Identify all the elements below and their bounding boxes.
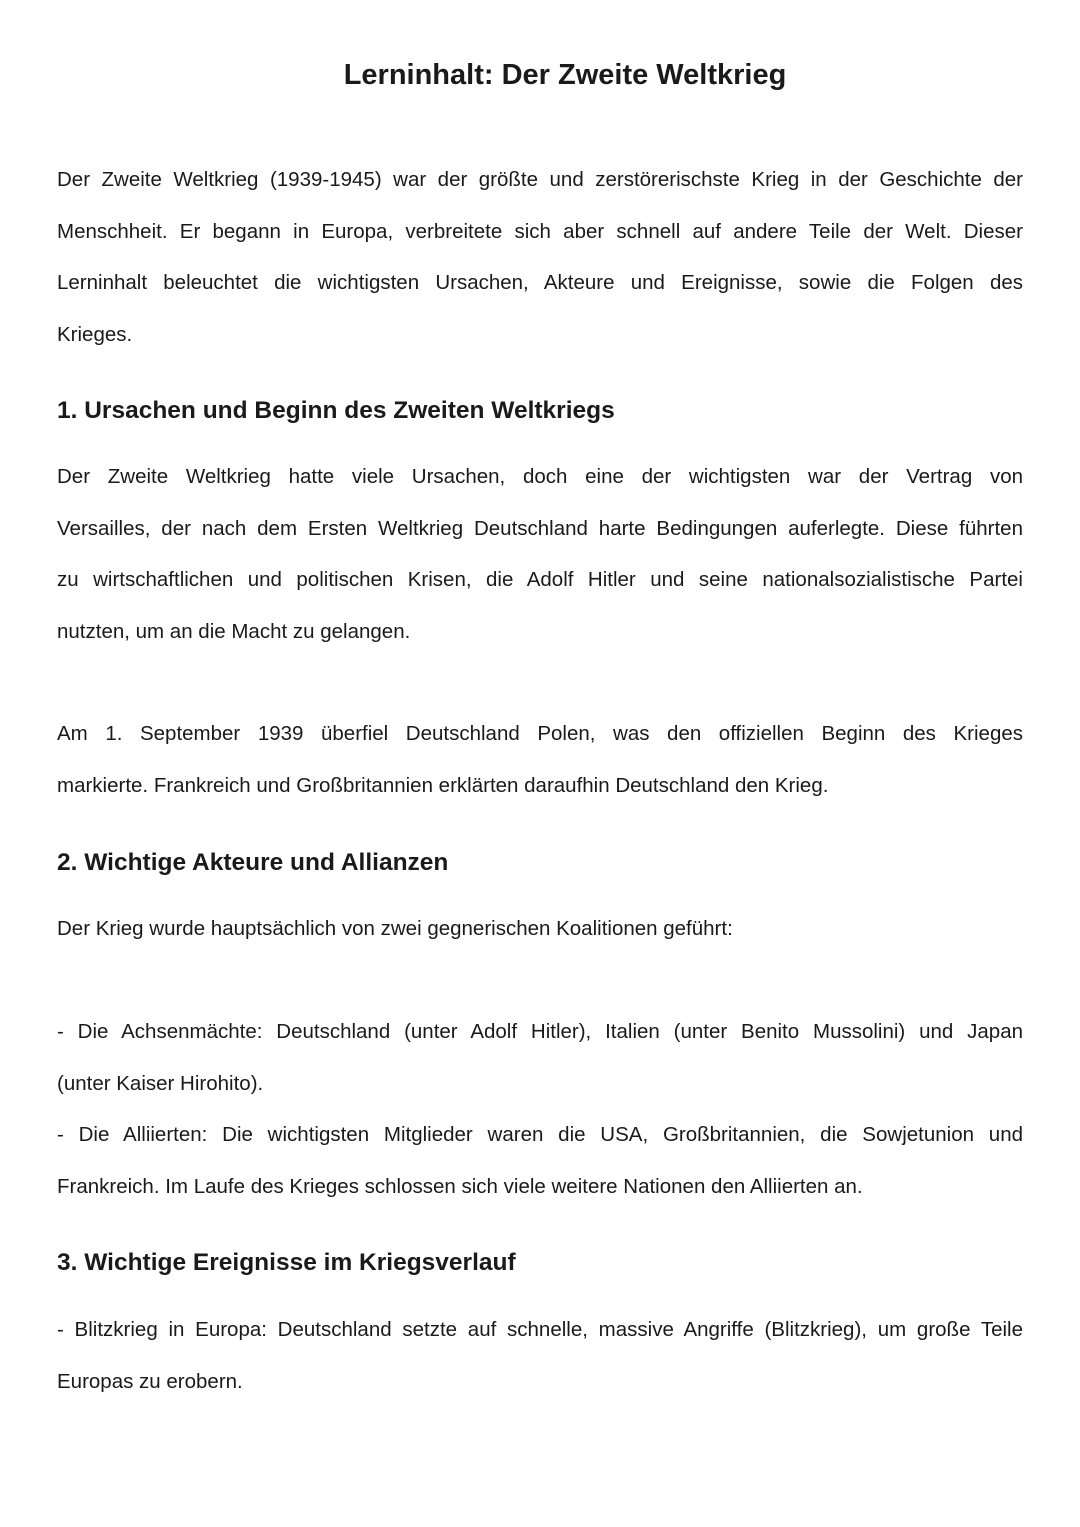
text-line: nutzten, um an die Macht zu gelangen. (57, 619, 411, 643)
axis-powers-item: - Die Achsenmächte: Deutschland (unter Adolf Hitler), Italien (unter Benito Mussolini) und Japan (57, 1020, 1023, 1043)
text-line: Europas zu erobern. (57, 1369, 243, 1393)
text-line: Versailles, der nach dem Ersten Weltkrieg Deutschland harte Bedingungen auferlegte. Diese führten (57, 516, 1023, 540)
intro-paragraph (57, 154, 1023, 360)
text-line: - Blitzkrieg in Europa: Deutschland setzte auf schnelle, massive Angriffe (Blitzkrieg), um große Teile (57, 1318, 1023, 1341)
actors-intro (57, 903, 1023, 955)
text-line: Der Krieg wurde hauptsächlich von zwei gegnerischen Koalitionen geführt: (57, 917, 733, 940)
text-line: markierte. Frankreich und Großbritannien erklärten daraufhin Deutschland den Krieg. (57, 773, 829, 797)
alliances-list (57, 1006, 1023, 1212)
text-line: Der Zweite Weltkrieg hatte viele Ursachen, doch eine der wichtigsten war der Vertrag von (57, 465, 1023, 488)
text-line: Lerninhalt beleuchtet die wichtigsten Ursachen, Akteure und Ereignisse, sowie die Folgen des (57, 271, 1023, 294)
causes-paragraph (57, 451, 1023, 657)
text-line: Menschheit. Er begann in Europa, verbreitete sich aber schnell auf andere Teile der Welt. Dieser (57, 219, 1023, 243)
text-line: Frankreich. Im Laufe des Krieges schlossen sich viele weitere Nationen den Alliierten an. (57, 1174, 863, 1198)
text-line: zu wirtschaftlichen und politischen Krisen, die Adolf Hitler und seine nationalsozialistische Partei (57, 568, 1023, 591)
text-line: Am 1. September 1939 überfiel Deutschland Polen, was den offiziellen Beginn des Krieges (57, 722, 1023, 745)
blitzkrieg-item (57, 1304, 1023, 1407)
text-line: (unter Kaiser Hirohito). (57, 1071, 264, 1095)
text-line: Der Zweite Weltkrieg (1939-1945) war der größte und zerstörerischste Krieg in der Geschichte der (57, 168, 1023, 191)
section-heading-events: 3. Wichtige Ereignisse im Kriegsverlauf (57, 1249, 516, 1276)
section-heading-causes: 1. Ursachen und Beginn des Zweiten Weltkriegs (57, 397, 615, 424)
allies-item: - Die Alliierten: Die wichtigsten Mitglieder waren die USA, Großbritannien, die Sowjetunion und (57, 1123, 1023, 1146)
war-start-paragraph (57, 708, 1023, 811)
page-title: Lerninhalt: Der Zweite Weltkrieg (343, 59, 787, 91)
section-heading-actors: 2. Wichtige Akteure und Allianzen (57, 849, 449, 876)
text-line: Krieges. (57, 322, 133, 346)
